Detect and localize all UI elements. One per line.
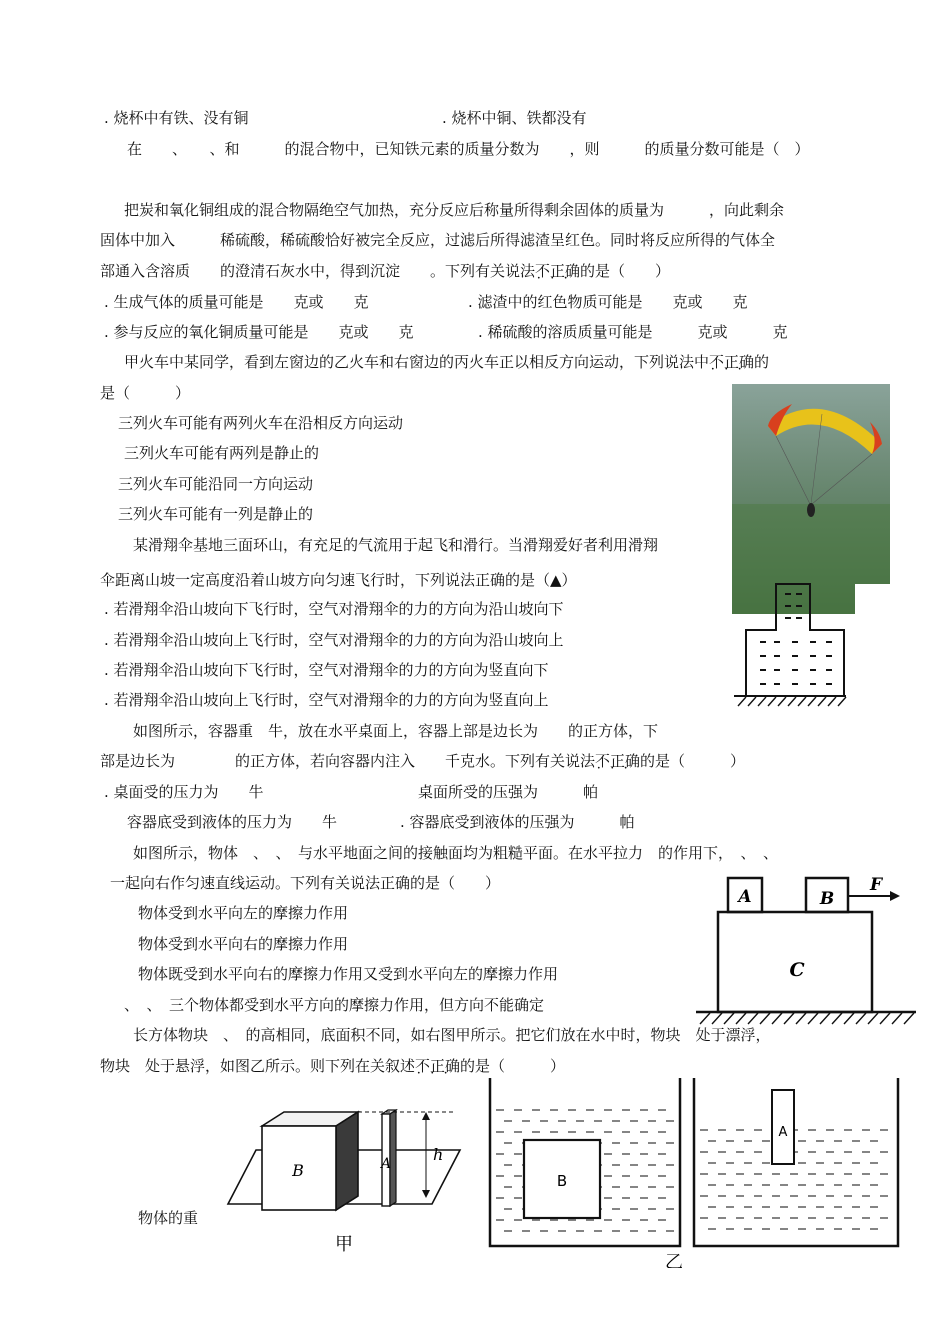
height-h-label: h (433, 1145, 444, 1164)
option-line: 容器底受到液体的压力为 牛 (127, 813, 338, 831)
emphasis-text: 不正确 • • • (595, 752, 640, 770)
option-line: 三列火车可能有两列火车在沿相反方向运动 (118, 414, 404, 432)
question-line: 物块 处于悬浮，如图乙所示。则下列在关叙述不正确 • • •的是（ ） (100, 1056, 565, 1076)
photo-mask (855, 584, 895, 616)
container-figure (732, 580, 847, 710)
option-line: . 参与反应的氧化铜质量可能是 克或 克 (104, 323, 414, 341)
question-line: 甲火车中某同学，看到左窗边的乙火车和右窗边的丙火车正以相反方向运动，下列说法中不正确 • • •的 (124, 352, 769, 372)
option-line: . 烧杯中铜、铁都没有 (442, 109, 587, 127)
question-line: 部通入含溶质 的澄清石灰水中，得到沉淀 。下列有关说法不正确 • • •的是（ ） (100, 261, 670, 281)
question-line: 伞距离山坡一定高度沿着山坡方向匀速飞行时，下列说法正确的是（▲） (100, 571, 577, 589)
question-line: 部是边长为 的正方体，若向容器内注入 千克水。下列有关说法不正确 • • •的是（ ） (100, 751, 745, 771)
option-line: . 若滑翔伞沿山坡向下飞行时，空气对滑翔伞的力的方向为竖直向下 (104, 661, 549, 679)
question-line: 在 、 、和 的混合物中，已知铁元素的质量分数为 ，则 的质量分数可能是（ ） (127, 140, 810, 158)
figure-caption-yi: 乙 (665, 1252, 683, 1268)
option-line: 三列火车可能有一列是静止的 (118, 505, 314, 523)
option-line: 物体的重 (138, 1209, 199, 1227)
option-line: 三列火车可能沿同一方向运动 (118, 475, 314, 493)
question-line: 固体中加入 稀硫酸，稀硫酸恰好被完全反应，过滤后所得滤渣呈红色。同时将反应所得的气体全 (100, 231, 776, 249)
block-b-label: B (819, 889, 835, 909)
question-line: 如图所示，容器重 牛，放在水平桌面上，容器上部是边长为 的正方体，下 (133, 722, 659, 740)
option-line: 桌面所受的压强为 帕 (418, 783, 599, 801)
option-line: 物体受到水平向右的摩擦力作用 (138, 935, 349, 953)
figure-caption-jia: 甲 (335, 1234, 353, 1255)
block-b-label: B (292, 1161, 304, 1180)
water-beakers-figure (484, 1078, 924, 1268)
option-line: . 若滑翔伞沿山坡向上飞行时，空气对滑翔伞的力的方向为沿山坡向上 (104, 631, 564, 649)
option-line: . 滤渣中的红色物质可能是 克或 克 (468, 293, 748, 311)
blocks-on-plane-figure (226, 1108, 464, 1258)
question-line: 长方体物块 、 的高相同，底面积不同，如右图甲所示。把它们放在水中时，物块 处于漂浮， (133, 1026, 771, 1044)
question-line: 一起向右作匀速直线运动。下列有关说法正确的是（ ） (110, 874, 501, 892)
option-line: . 桌面受的压力为 牛 (104, 783, 264, 801)
block-a-label: A (738, 887, 752, 907)
block-a-label: A (778, 1125, 788, 1140)
option-line: . 稀硫酸的溶质质量可能是 克或 克 (478, 323, 788, 341)
block-c-label: C (789, 959, 805, 981)
option-line: . 容器底受到液体的压强为 帕 (400, 813, 635, 831)
abc-blocks-figure (690, 872, 918, 1030)
block-b-label: B (556, 1172, 568, 1190)
option-line: 物体既受到水平向右的摩擦力作用又受到水平向左的摩擦力作用 (138, 965, 559, 983)
question-line: 某滑翔伞基地三面环山，有充足的气流用于起飞和滑行。当滑翔爱好者利用滑翔 (133, 536, 659, 554)
option-line: 、 、 三个物体都受到水平方向的摩擦力作用，但方向不能确定 (124, 996, 545, 1014)
emphasis-text: 不正确 • • • (415, 1057, 460, 1075)
emphasis-text: 不正确 • • • (535, 262, 580, 280)
question-line: 是（ ） (100, 384, 191, 402)
option-line: . 生成气体的质量可能是 克或 克 (104, 293, 369, 311)
option-line: . 若滑翔伞沿山坡向下飞行时，空气对滑翔伞的力的方向为沿山坡向下 (104, 600, 564, 618)
force-f-label: F (869, 875, 883, 895)
option-line: 物体受到水平向左的摩擦力作用 (138, 904, 349, 922)
block-a-label: A (380, 1156, 392, 1172)
option-line: . 烧杯中有铁、没有铜 (104, 109, 249, 127)
emphasis-text: 不正确 • • • (709, 353, 754, 371)
option-line: 三列火车可能有两列是静止的 (124, 444, 320, 462)
question-line: 如图所示，物体 、 、 与水平地面之间的接触面均为粗糙平面。在水平拉力 的作用下， 、 、 (133, 844, 779, 862)
option-line: . 若滑翔伞沿山坡向上飞行时，空气对滑翔伞的力的方向为竖直向上 (104, 691, 549, 709)
question-line: 把炭和氧化铜组成的混合物隔绝空气加热，充分反应后称量所得剩余固体的质量为 ，向此剩余 (124, 201, 785, 219)
